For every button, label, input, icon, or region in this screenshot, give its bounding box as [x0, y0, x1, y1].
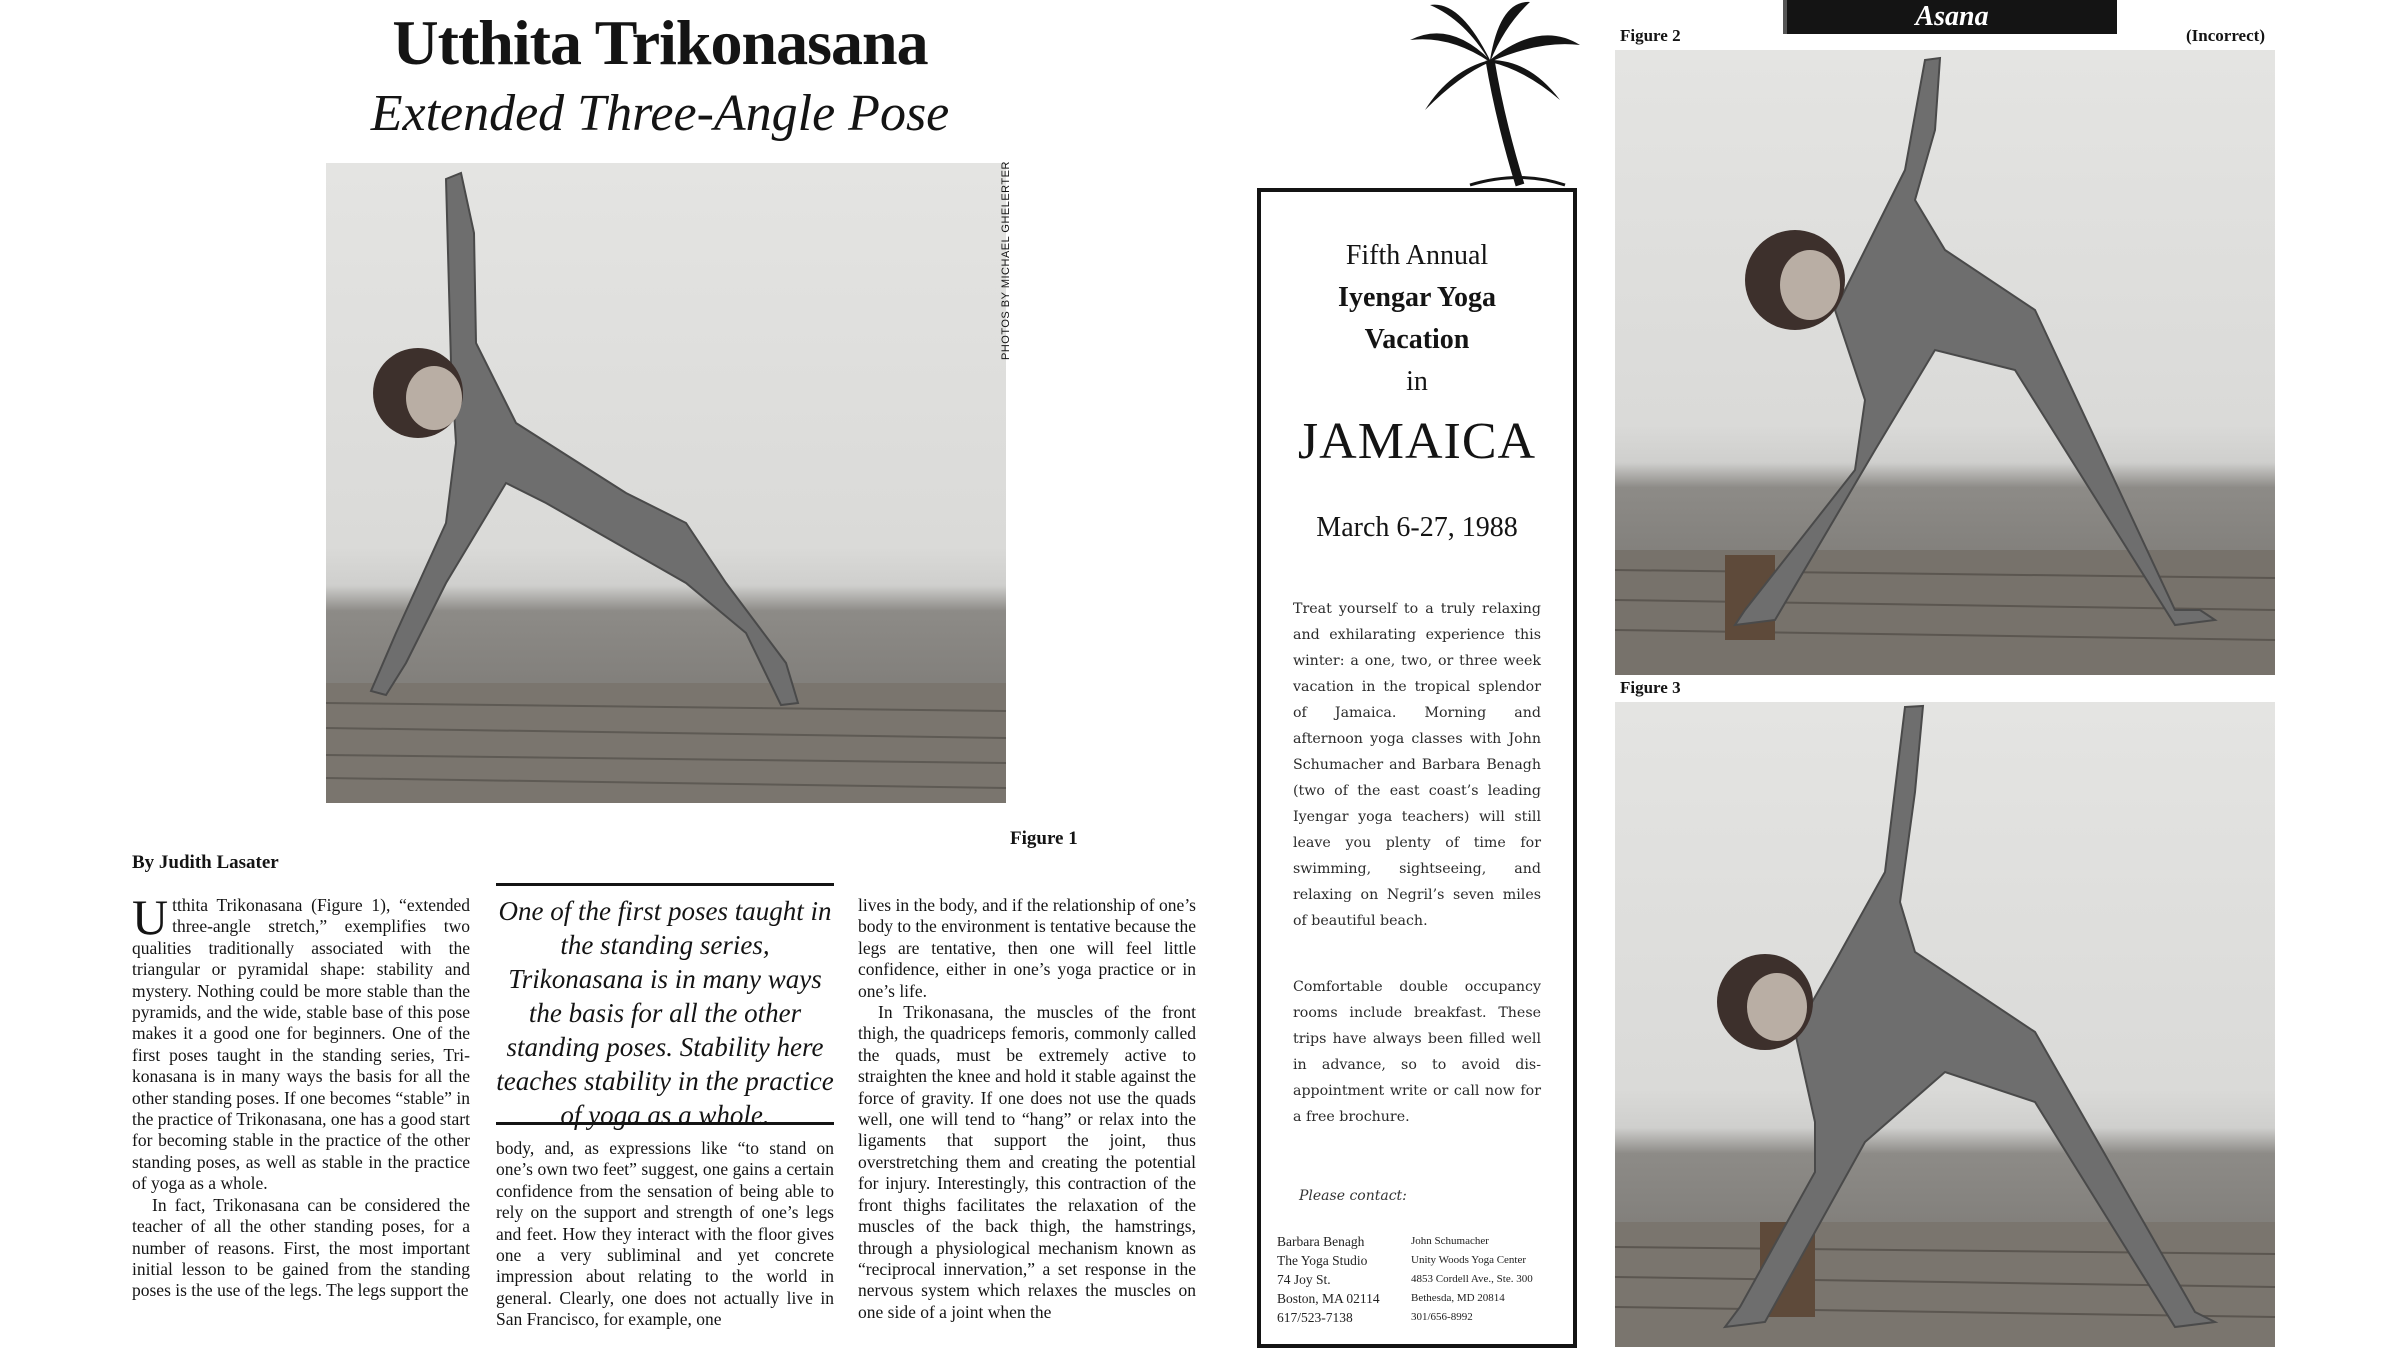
ad-destination: JAMAICA — [1297, 413, 1537, 470]
article-title: Utthita Trikonasana — [392, 7, 928, 78]
ad-body-1: Treat yourself to a truly relaxing and exhilarating experience this winter: a one, two, or three week vacation in the tropical splendor of Jamaica. Morning and afternoon yoga classes with John Schumacher and Barbara Benagh (two of the east coast’s leading Iyengar yoga teachers) will still leave you plenty of time for swimming, sightseeing, and relaxing on Negril’s seven miles of beautiful beach. — [1293, 601, 1541, 929]
article-column-1 — [132, 895, 470, 1350]
col1-paragraph-2: In fact, Trikonasana can be considered the teacher of all the other standing poses, for a number of reasons. First, the most important initial lesson to be gained from the standing poses is the use of the legs. The legs support the — [132, 1194, 470, 1301]
figure2-photo — [1615, 50, 2275, 675]
section-tab: Asana — [1783, 0, 2117, 34]
figure1-pose-illustration — [326, 163, 1006, 803]
ad-dates: March 6-27, 1988 — [1316, 512, 1518, 543]
ad-contact-label: Please contact: — [1299, 1188, 1407, 1204]
photo-credit: PHOTOS BY MICHAEL GHELERTER — [1000, 161, 1012, 360]
ad-body-2: Comfortable double occupancy rooms include breakfast. These trips have always been filled well in advance, so to avoid disappointment write or call now for a free brochure. — [1293, 979, 1541, 1125]
figure3-pose-illustration — [1615, 702, 2275, 1347]
figure2-pose-illustration — [1615, 50, 2275, 675]
figure1-photo — [326, 163, 1006, 803]
article-subtitle: Extended Three-Angle Pose — [370, 85, 950, 142]
ad-contact-1: Barbara Benagh The Yoga Studio 74 Joy St. Boston, MA 02114 617/523-7138 — [1277, 1234, 1380, 1325]
ad-line-2: Iyengar Yoga — [1338, 282, 1496, 313]
pull-quote: One of the first poses taught in the standing series, Trikonasana is in many ways the basis for all the other standing poses. Stability here teaches stability in the practice of yoga as a whole. — [496, 883, 834, 1125]
col1-paragraph-1: tthita Trikonasana (Figure 1), “extended three-angle stretch,” exemplifies two qualities traditionally associated with the triangular or pyramidal shape: stability and mystery. Nothing could be more stable than the pyramids, and the wide, stable base of this pose makes it a good one for beginners. One of the first poses taught in the standing series, Trikonasana is in many ways the basis for all the other standing poses. If one becomes “stable” in the practice of Trikonasana, one has a good start for becoming stable in the practice of the other standing poses, as well as stable in the practice of yoga as a whole. — [132, 895, 470, 1194]
incorrect-label: (Incorrect) — [2186, 26, 2265, 45]
article-column-3 — [858, 895, 1196, 1350]
col2-paragraph-1: body, and, as expressions like “to stand on one’s own two feet” suggest, one gains a certain confidence from the sensation of being able to rely on the support and strength of one’s legs and feet. How they interact with the floor gives one a very subliminal and yet concrete impression about relating to the world in general. Clearly, one does not actually live in San Francisco, for example, one — [496, 1138, 834, 1330]
ad-line-4: in — [1406, 366, 1428, 397]
byline: By Judith Lasater — [132, 852, 279, 873]
figure3-caption: Figure 3 — [1620, 678, 1681, 697]
figure2-caption: Figure 2 — [1620, 26, 1681, 45]
figure3-photo — [1615, 702, 2275, 1347]
ad-line-1: Fifth Annual — [1345, 240, 1489, 271]
ad-line-3: Vacation — [1364, 324, 1470, 355]
col3-paragraph-2: In Trikonasana, the muscles of the front thigh, the quadriceps femoris, commonly called the quads, must be extremely active to straighten the knee and hold it stable against the force of gravity. If one does not use the quads well, one will tend to “hang” or relax into the ligaments that support the joint, thus overstretching them and creating the potential for injury. Interestingly, this contraction of the front thighs facilitates the relaxation of the muscles of the back thigh, the hamstrings, through a physiological mechanism known as “reciprocal innervation,” a set response in the nervous system which relaxes the muscles on one side of a joint when the — [858, 1002, 1196, 1322]
ad-contact-2: John Schumacher Unity Woods Yoga Center 4853 Cordell Ave., Ste. 300 Bethesda, MD 20814 301/656-8992 — [1411, 1235, 1533, 1323]
article-column-2 — [496, 1138, 834, 1350]
palm-tree-icon — [1390, 0, 1590, 190]
jamaica-ad — [1257, 188, 1577, 1348]
drop-cap: U — [132, 895, 169, 945]
col3-paragraph-1: lives in the body, and if the relationship of one’s body to the environment is tentative because the legs are tentative, then one will feel little confidence, either in one’s yoga practice or in one’s life. — [858, 895, 1196, 1001]
figure1-caption: Figure 1 — [1010, 828, 1078, 849]
